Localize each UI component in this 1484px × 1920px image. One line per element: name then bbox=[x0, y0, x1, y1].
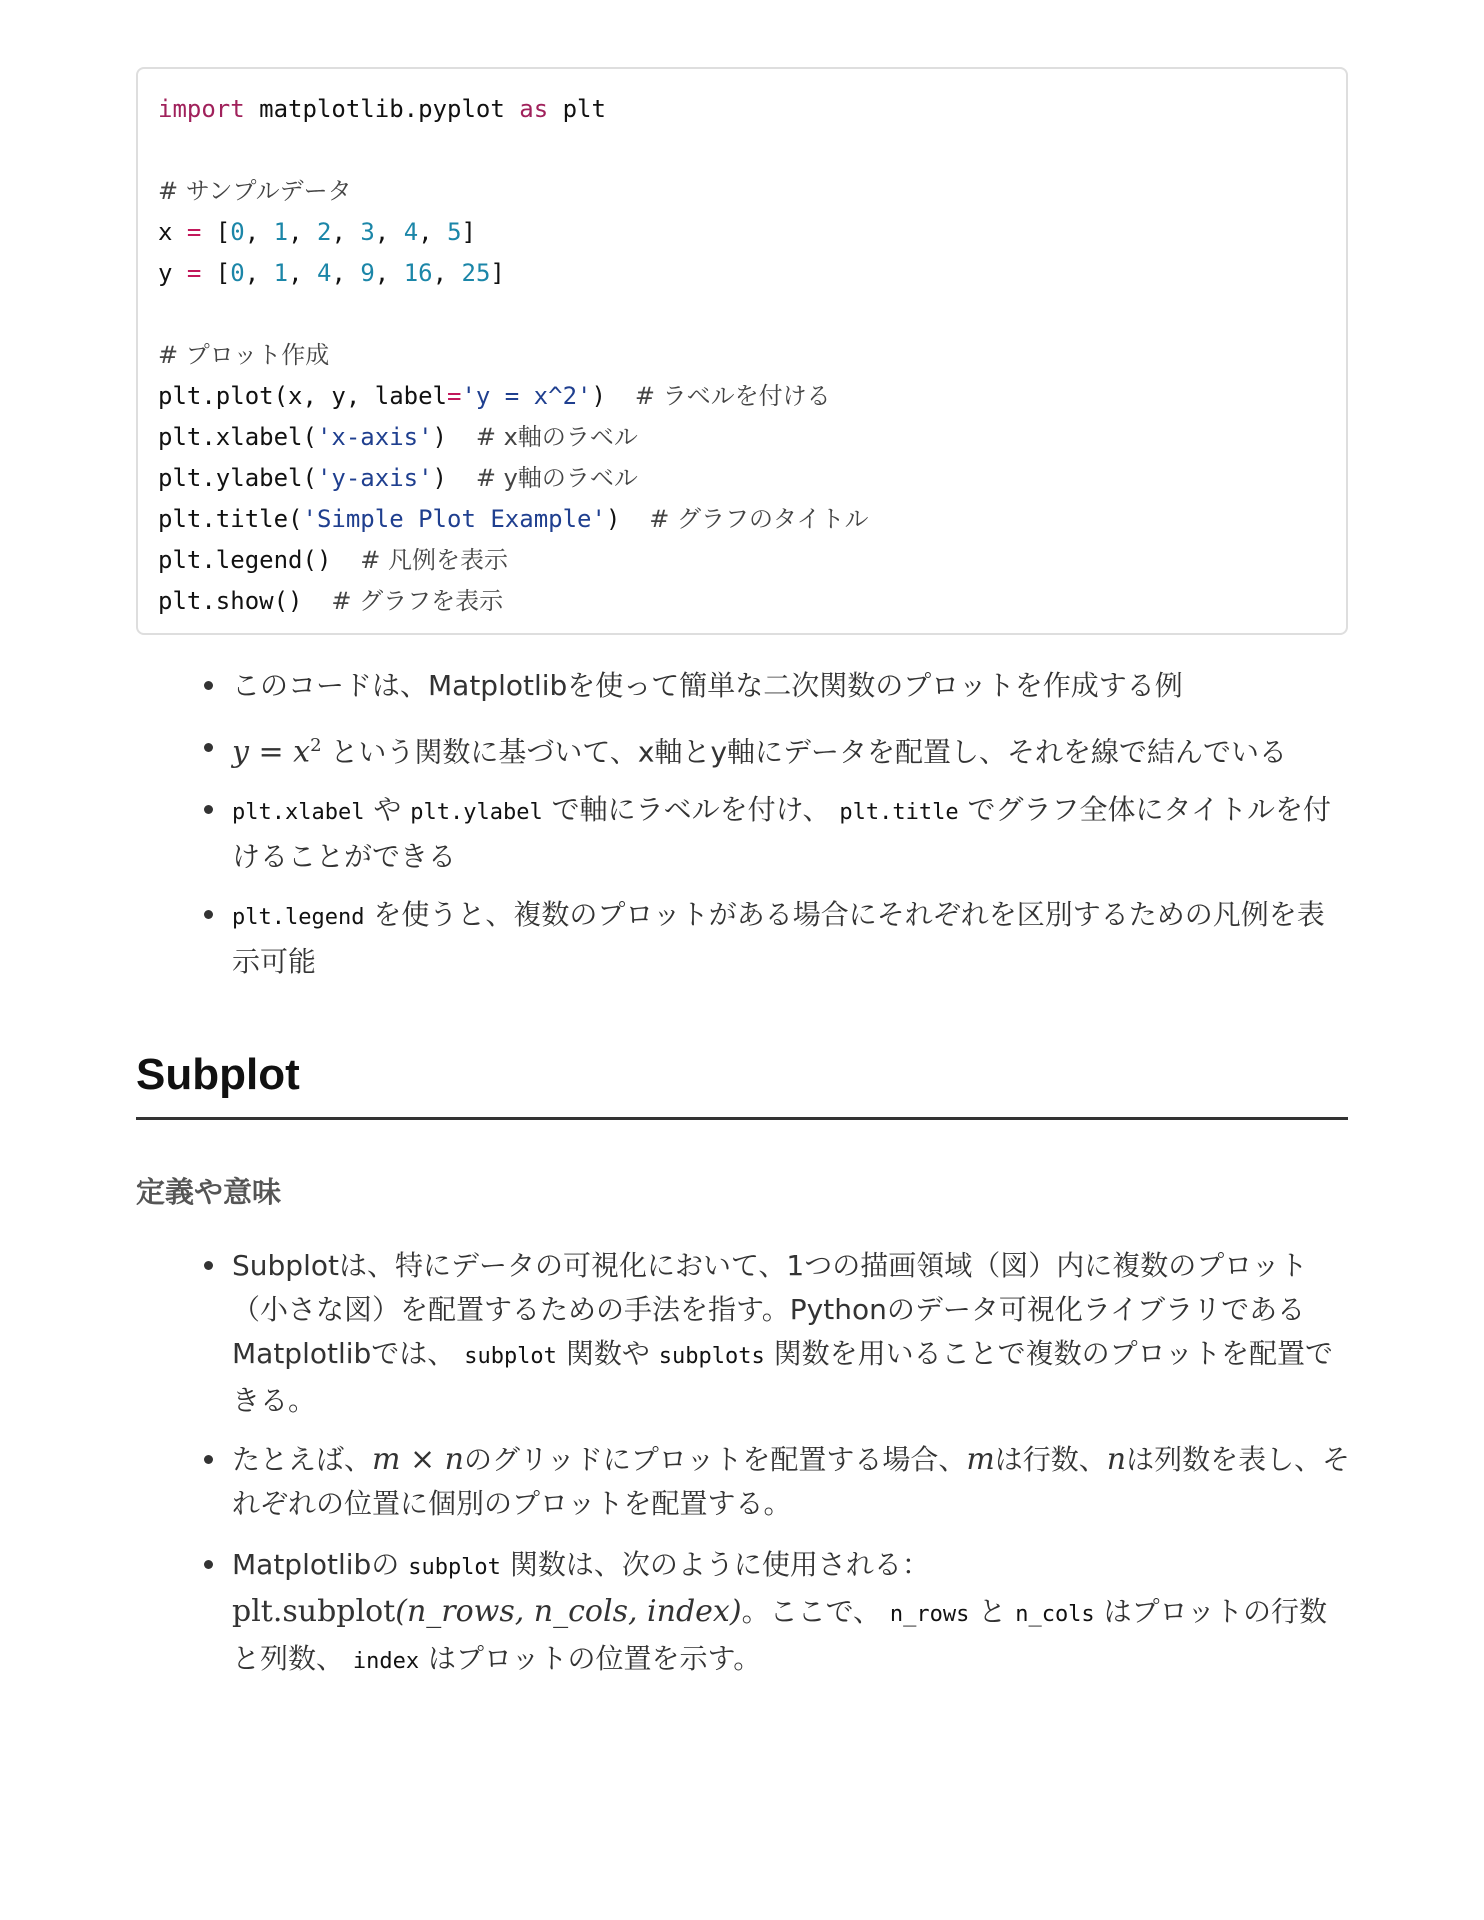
code-line-y: y = [0, 1, 4, 9, 16, 25] bbox=[158, 259, 505, 287]
x-value: 3 bbox=[360, 218, 375, 246]
x-value: 4 bbox=[403, 218, 419, 246]
code-line-plot: plt.plot(x, y, label='y = x^2') # ラベルを付ける bbox=[158, 382, 831, 410]
code-blank-line bbox=[158, 294, 1326, 335]
math-expression: m × n bbox=[372, 1442, 464, 1477]
code-line-import bbox=[158, 89, 1326, 130]
code-line-title: plt.title('Simple Plot Example') # グラフのタイトル bbox=[158, 505, 869, 533]
x-value: 5 bbox=[447, 218, 462, 246]
inline-code: subplots bbox=[658, 1344, 765, 1369]
y-value: 4 bbox=[316, 259, 332, 287]
code-block bbox=[136, 67, 1348, 635]
list-item-text: Subplotは、特にデータの可視化において、1つの描画領域（図）内に複数のプロット（小さな図）を配置するための手法を指す。Pythonのデータ可視化ライブラリであるMatplotlibでは、 subplot 関数や subplots 関数を用いることで複数のプロットを配置できる。 bbox=[232, 1249, 1334, 1417]
x-value: 1 bbox=[273, 218, 289, 246]
list-item-text: このコードは、Matplotlibを使って簡単な二次関数のプロットを作成する例 bbox=[232, 669, 1183, 702]
math-expression: y = x bbox=[232, 734, 311, 770]
bullet-dot bbox=[204, 910, 213, 919]
code-comment-plot: # プロット作成 bbox=[158, 341, 330, 369]
y-value: 1 bbox=[273, 259, 289, 287]
section-heading: Subplot bbox=[136, 1050, 300, 1099]
code-comment-sample-data: # サンプルデータ bbox=[158, 177, 352, 205]
module-name: matplotlib.pyplot bbox=[244, 95, 520, 123]
code-line-x: x = [0, 1, 2, 3, 4, 5] bbox=[158, 218, 476, 246]
inline-code: subplot bbox=[408, 1555, 501, 1580]
keyword: import bbox=[158, 95, 245, 123]
subsection-heading: 定義や意味 bbox=[136, 1175, 282, 1209]
code-blank-line bbox=[158, 130, 1326, 171]
inline-code: n_cols bbox=[1015, 1602, 1095, 1627]
list-item-text: たとえば、m × nのグリッドにプロットを配置する場合、mは行数、nは列数を表し、それぞれの位置に個別のプロットを配置する。 bbox=[232, 1442, 1351, 1520]
math-expression: n bbox=[1106, 1442, 1127, 1477]
code-line-show: plt.show() # グラフを表示 bbox=[158, 587, 504, 615]
inline-code: subplot bbox=[464, 1344, 557, 1369]
inline-code: plt.title bbox=[839, 800, 959, 825]
y-value: 9 bbox=[360, 259, 375, 287]
math-expression: plt.subplot(n_rows, n_cols, index) bbox=[232, 1594, 742, 1629]
inline-code: plt.ylabel bbox=[410, 800, 543, 825]
x-value: 0 bbox=[230, 218, 245, 246]
x-value: 2 bbox=[316, 218, 332, 246]
bullet-dot bbox=[204, 1261, 213, 1270]
alias: plt bbox=[548, 95, 606, 123]
list-item-text: Matplotlibの subplot 関数は、次のように使用される： plt.subplot(n_rows, n_cols, index)。ここで、 n_rows と n_cols はプロットの行数と列数、 index はプロットの位置を示す。 bbox=[232, 1548, 1328, 1675]
code-line-xlabel: plt.xlabel('x-axis') # x軸のラベル bbox=[158, 423, 638, 451]
keyword: as bbox=[519, 95, 549, 123]
bullet-dot bbox=[204, 743, 213, 752]
list-item-text: plt.xlabel や plt.ylabel で軸にラベルを付け、 plt.title でグラフ全体にタイトルを付けることができる bbox=[232, 793, 1331, 873]
inline-code: plt.legend bbox=[232, 905, 365, 930]
bullet-dot bbox=[204, 1560, 213, 1569]
list-item-text: $y = x^2$ という関数に基づいて、x軸とy軸にデータを配置し、それを線で結んでいる bbox=[232, 734, 1288, 770]
inline-code: n_rows bbox=[889, 1602, 970, 1627]
math-expression: m bbox=[966, 1442, 995, 1477]
inline-code: index bbox=[352, 1649, 420, 1674]
y-value: 0 bbox=[230, 259, 245, 287]
inline-code: plt.xlabel bbox=[232, 800, 365, 825]
y-value: 25 bbox=[461, 259, 491, 287]
y-value: 16 bbox=[403, 259, 433, 287]
list-item-text: plt.legend を使うと、複数のプロットがある場合にそれぞれを区別するための凡例を表示可能 bbox=[232, 898, 1325, 978]
bullet-dot bbox=[204, 1455, 213, 1464]
bullet-dot bbox=[204, 681, 213, 690]
code-line-ylabel: plt.ylabel('y-axis') # y軸のラベル bbox=[158, 464, 638, 492]
bullet-dot bbox=[204, 805, 213, 814]
heading-divider bbox=[136, 1117, 1348, 1120]
code-line-legend: plt.legend() # 凡例を表示 bbox=[158, 546, 509, 574]
